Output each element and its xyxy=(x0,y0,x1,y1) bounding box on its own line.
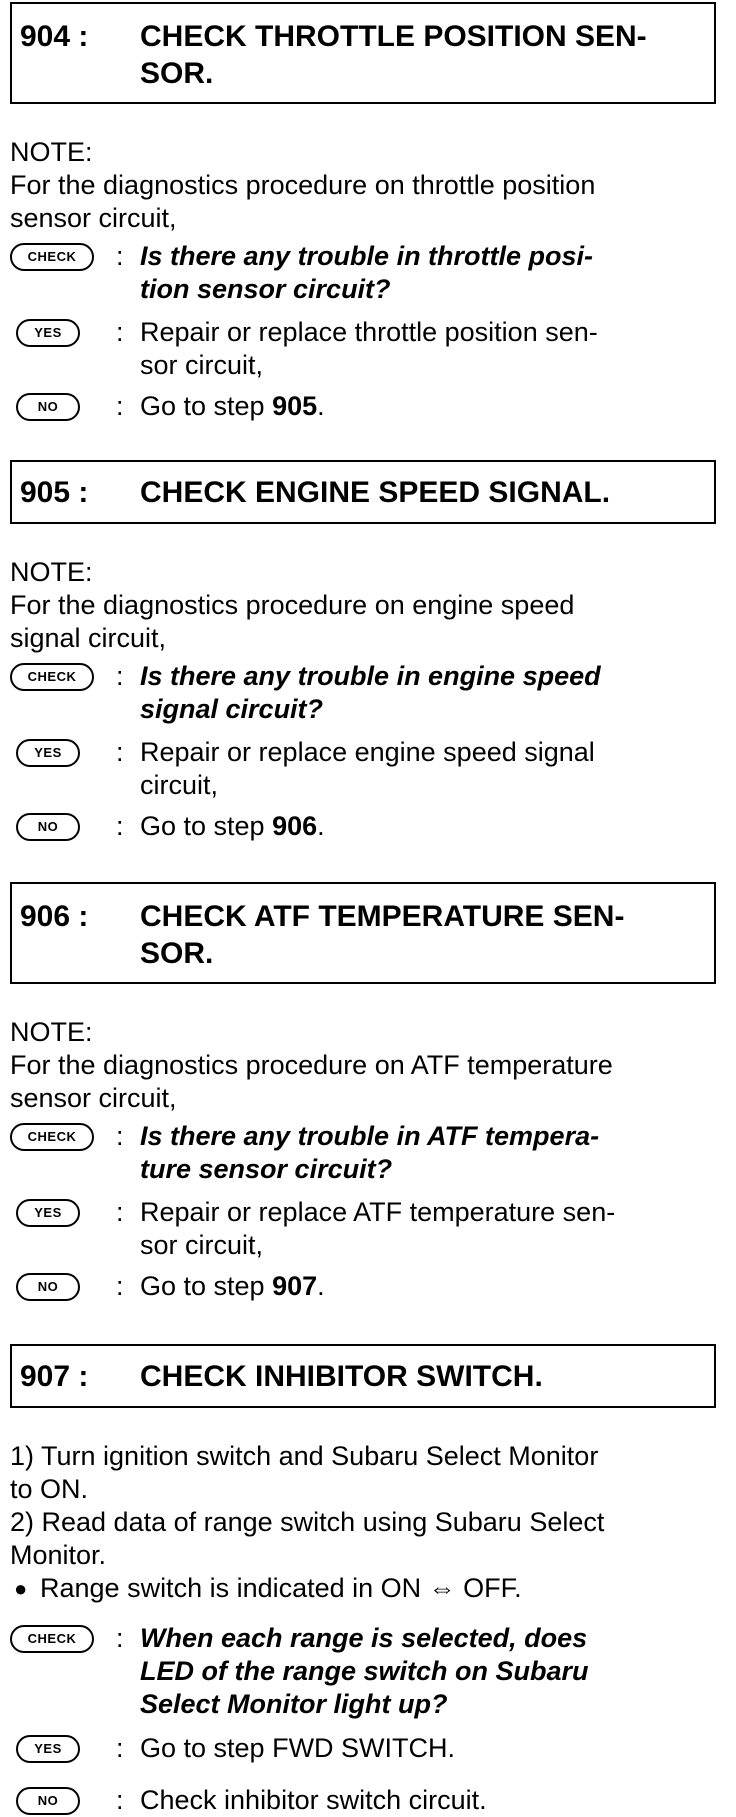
procedure-step-2: 2) Read data of range switch using Subaru Select Monitor. xyxy=(10,1507,605,1570)
next-step-number: 905 xyxy=(272,391,318,421)
check-badge: CHECK xyxy=(10,663,94,691)
no-badge: NO xyxy=(16,1787,80,1815)
step-header-box xyxy=(10,1344,716,1408)
note-text: For the diagnostics procedure on ATF temperature sensor circuit, xyxy=(10,1050,613,1113)
section-906 xyxy=(10,882,726,1301)
next-step-number: 906 xyxy=(272,811,318,841)
step-number: 905 : xyxy=(20,476,89,509)
colon: : xyxy=(116,1271,124,1301)
step-title: CHECK INHIBITOR SWITCH. xyxy=(140,1360,543,1393)
colon: : xyxy=(116,241,124,271)
yes-answer: Repair or replace ATF temperature sen- sor circuit, xyxy=(140,1197,616,1260)
section-905 xyxy=(10,460,726,841)
step-title: CHECK ATF TEMPERATURE SEN- SOR. xyxy=(140,900,625,970)
colon: : xyxy=(116,317,124,347)
colon: : xyxy=(116,661,124,691)
step-number: 906 : xyxy=(20,900,89,933)
step-title: CHECK ENGINE SPEED SIGNAL. xyxy=(140,476,611,509)
yes-answer: Repair or replace engine speed signal circuit, xyxy=(140,737,595,800)
step-number: 904 : xyxy=(20,20,89,53)
yes-badge: YES xyxy=(16,1735,80,1763)
no-badge: NO xyxy=(16,393,80,421)
check-badge: CHECK xyxy=(10,243,94,271)
section-904 xyxy=(10,2,726,421)
no-answer: Go to step 905. xyxy=(140,391,325,421)
check-question: Is there any trouble in throttle posi- tion sensor circuit? xyxy=(140,241,594,304)
yes-answer: Go to step FWD SWITCH. xyxy=(140,1733,456,1763)
check-question: Is there any trouble in engine speed signal circuit? xyxy=(140,661,601,724)
next-step-number: 907 xyxy=(272,1271,318,1301)
step-header-box xyxy=(10,460,716,524)
note-label: NOTE: xyxy=(10,137,93,167)
no-badge: NO xyxy=(16,813,80,841)
section-907 xyxy=(10,1344,726,1815)
no-answer: Check inhibitor switch circuit. xyxy=(140,1785,487,1815)
step-number: 907 : xyxy=(20,1360,89,1393)
colon: : xyxy=(116,811,124,841)
check-question: When each range is selected, does LED of the range switch on Subaru Select Monitor light up? xyxy=(140,1623,589,1719)
colon: : xyxy=(116,391,124,421)
colon: : xyxy=(116,1623,124,1653)
step-header-box xyxy=(10,2,716,104)
note-label: NOTE: xyxy=(10,557,93,587)
procedure-step-1: 1) Turn ignition switch and Subaru Select Monitor to ON. xyxy=(10,1441,599,1504)
note-text: For the diagnostics procedure on throttle position sensor circuit, xyxy=(10,170,596,233)
step-title: CHECK THROTTLE POSITION SEN- SOR. xyxy=(140,20,647,90)
yes-answer: Repair or replace throttle position sen- sor circuit, xyxy=(140,317,598,380)
check-question: Is there any trouble in ATF tempera- ture sensor circuit? xyxy=(140,1121,600,1184)
yes-badge: YES xyxy=(16,1199,80,1227)
bullet-icon: ● xyxy=(14,1576,28,1601)
check-badge: CHECK xyxy=(10,1625,94,1653)
colon: : xyxy=(116,737,124,767)
no-answer: Go to step 906. xyxy=(140,811,325,841)
bullet-text: Range switch is indicated in ON ⇔ OFF. xyxy=(40,1573,522,1603)
step-header-box xyxy=(10,882,716,984)
yes-badge: YES xyxy=(16,739,80,767)
colon: : xyxy=(116,1733,124,1763)
colon: : xyxy=(116,1197,124,1227)
note-text: For the diagnostics procedure on engine speed signal circuit, xyxy=(10,590,575,653)
check-badge: CHECK xyxy=(10,1123,94,1151)
note-label: NOTE: xyxy=(10,1017,93,1047)
no-badge: NO xyxy=(16,1273,80,1301)
yes-badge: YES xyxy=(16,319,80,347)
no-answer: Go to step 907. xyxy=(140,1271,325,1301)
colon: : xyxy=(116,1121,124,1151)
colon: : xyxy=(116,1785,124,1815)
